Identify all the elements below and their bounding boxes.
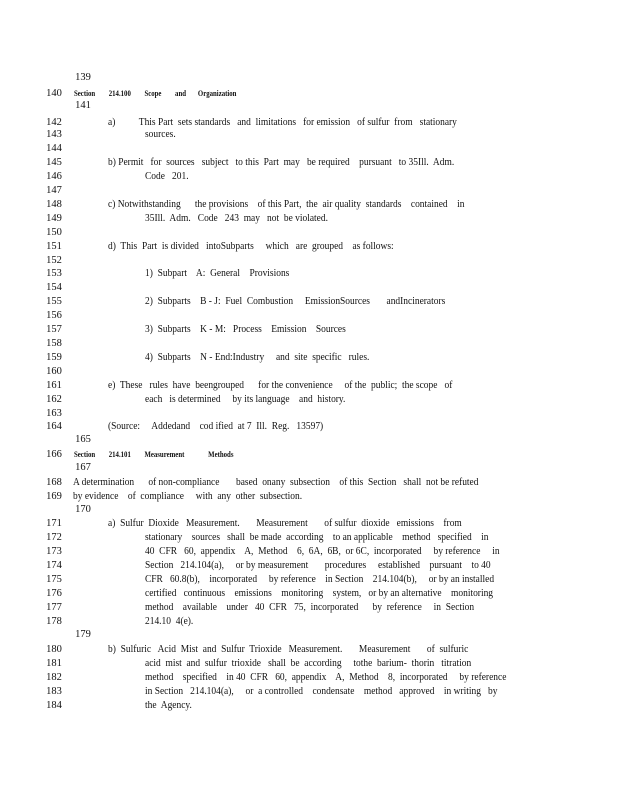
text-line: 1) Subpart A: General Provisions	[145, 268, 290, 279]
line-number: 174	[46, 560, 62, 571]
line-number: 141	[75, 100, 91, 111]
line-number: 168	[46, 477, 62, 488]
text-line: Section 214.104(a), or by measurement procedures established pursuant to 40	[145, 560, 491, 571]
line-number: 180	[46, 644, 62, 655]
text-line: certified continuous emissions monitoring system, or by an alternative monitoring	[145, 588, 494, 599]
text-line: c) Notwithstanding the provisions of this Part, the air quality standards contained in	[108, 199, 465, 210]
line-number: 166	[46, 449, 62, 460]
text-line: (Source: Addedand cod ified at 7 Ill. Reg. 13597)	[108, 421, 324, 432]
line-number: 147	[46, 185, 62, 196]
line-number: 155	[46, 296, 62, 307]
text-line: each is determined by its language and history.	[145, 394, 346, 405]
text-line: e) These rules have beengrouped for the convenience of the public; the scope of	[108, 380, 453, 391]
line-number: 159	[46, 352, 62, 363]
text-line: stationary sources shall be made according to an applicable method specified in	[145, 532, 489, 543]
line-number: 146	[46, 171, 62, 182]
text-line: in Section 214.104(a), or a controlled condensate method approved in writing by	[145, 686, 498, 697]
line-number: 183	[46, 686, 62, 697]
line-number: 144	[46, 143, 62, 154]
line-number: 171	[46, 518, 62, 529]
line-number: 169	[46, 491, 62, 502]
line-number: 165	[75, 434, 91, 445]
line-number: 181	[46, 658, 62, 669]
line-number: 148	[46, 199, 62, 210]
text-line: b) Permit for sources subject to this Part may be required pursuant to 35Ill. Adm.	[108, 157, 455, 168]
text-line: Code 201.	[145, 171, 189, 182]
text-line: 35Ill. Adm. Code 243 may not be violated.	[145, 213, 328, 224]
text-line: by evidence of compliance with any other subsection.	[73, 491, 303, 502]
line-number: 150	[46, 227, 62, 238]
text-line: acid mist and sulfur trioxide shall be according tothe barium- thorin titration	[145, 658, 472, 669]
text-line: 3) Subparts K - M: Process Emission Sources	[145, 324, 346, 335]
section-heading: Section 214.101 Measurement Methods	[74, 450, 234, 459]
text-line: 214.10 4(e).	[145, 616, 194, 627]
line-number: 184	[46, 700, 62, 711]
text-line: a) Sulfur Dioxide Measurement. Measurement of sulfur dioxide emissions from	[108, 518, 462, 529]
line-number: 160	[46, 366, 62, 377]
line-number: 151	[46, 241, 62, 252]
text-line: 40 CFR 60, appendix A, Method 6, 6A, 6B, or 6C, incorporated by reference in	[145, 546, 500, 557]
line-number: 167	[75, 462, 91, 473]
text-line: the Agency.	[145, 700, 192, 711]
line-number: 179	[75, 629, 91, 640]
line-number: 175	[46, 574, 62, 585]
line-number: 161	[46, 380, 62, 391]
text-line: b) Sulfuric Acid Mist and Sulfur Trioxide Measurement. Measurement of sulfuric	[108, 644, 469, 655]
line-number: 154	[46, 282, 62, 293]
line-number: 163	[46, 408, 62, 419]
line-number: 177	[46, 602, 62, 613]
text-line: CFR 60.8(b), incorporated by reference in Section 214.104(b), or by an installed	[145, 574, 495, 585]
line-number: 143	[46, 129, 62, 140]
text-line: 2) Subparts B - J: Fuel Combustion EmissionSources andIncinerators	[145, 296, 446, 307]
line-number: 164	[46, 421, 62, 432]
line-number: 149	[46, 213, 62, 224]
text-line: a) This Part sets standards and limitations for emission of sulfur from stationary	[108, 117, 457, 128]
line-number: 176	[46, 588, 62, 599]
line-number: 178	[46, 616, 62, 627]
text-line: A determination of non-compliance based onany subsection of this Section shall not be refuted	[73, 477, 479, 488]
line-number: 172	[46, 532, 62, 543]
line-number: 153	[46, 268, 62, 279]
line-number: 145	[46, 157, 62, 168]
line-number: 170	[75, 504, 91, 515]
section-heading: Section 214.100 Scope and Organization	[74, 89, 237, 98]
line-number: 157	[46, 324, 62, 335]
text-line: d) This Part is divided intoSubparts which are grouped as follows:	[108, 241, 394, 252]
line-number: 139	[75, 72, 91, 83]
line-number: 142	[46, 117, 62, 128]
line-number: 182	[46, 672, 62, 683]
line-number: 173	[46, 546, 62, 557]
line-number: 152	[46, 255, 62, 266]
line-number: 158	[46, 338, 62, 349]
text-line: sources.	[145, 129, 176, 140]
text-line: 4) Subparts N - End:Industry and site specific rules.	[145, 352, 370, 363]
line-number: 162	[46, 394, 62, 405]
line-number: 140	[46, 88, 62, 99]
line-number: 156	[46, 310, 62, 321]
text-line: method specified in 40 CFR 60, appendix A, Method 8, incorporated by reference	[145, 672, 507, 683]
text-line: method available under 40 CFR 75, incorporated by reference in Section	[145, 602, 475, 613]
